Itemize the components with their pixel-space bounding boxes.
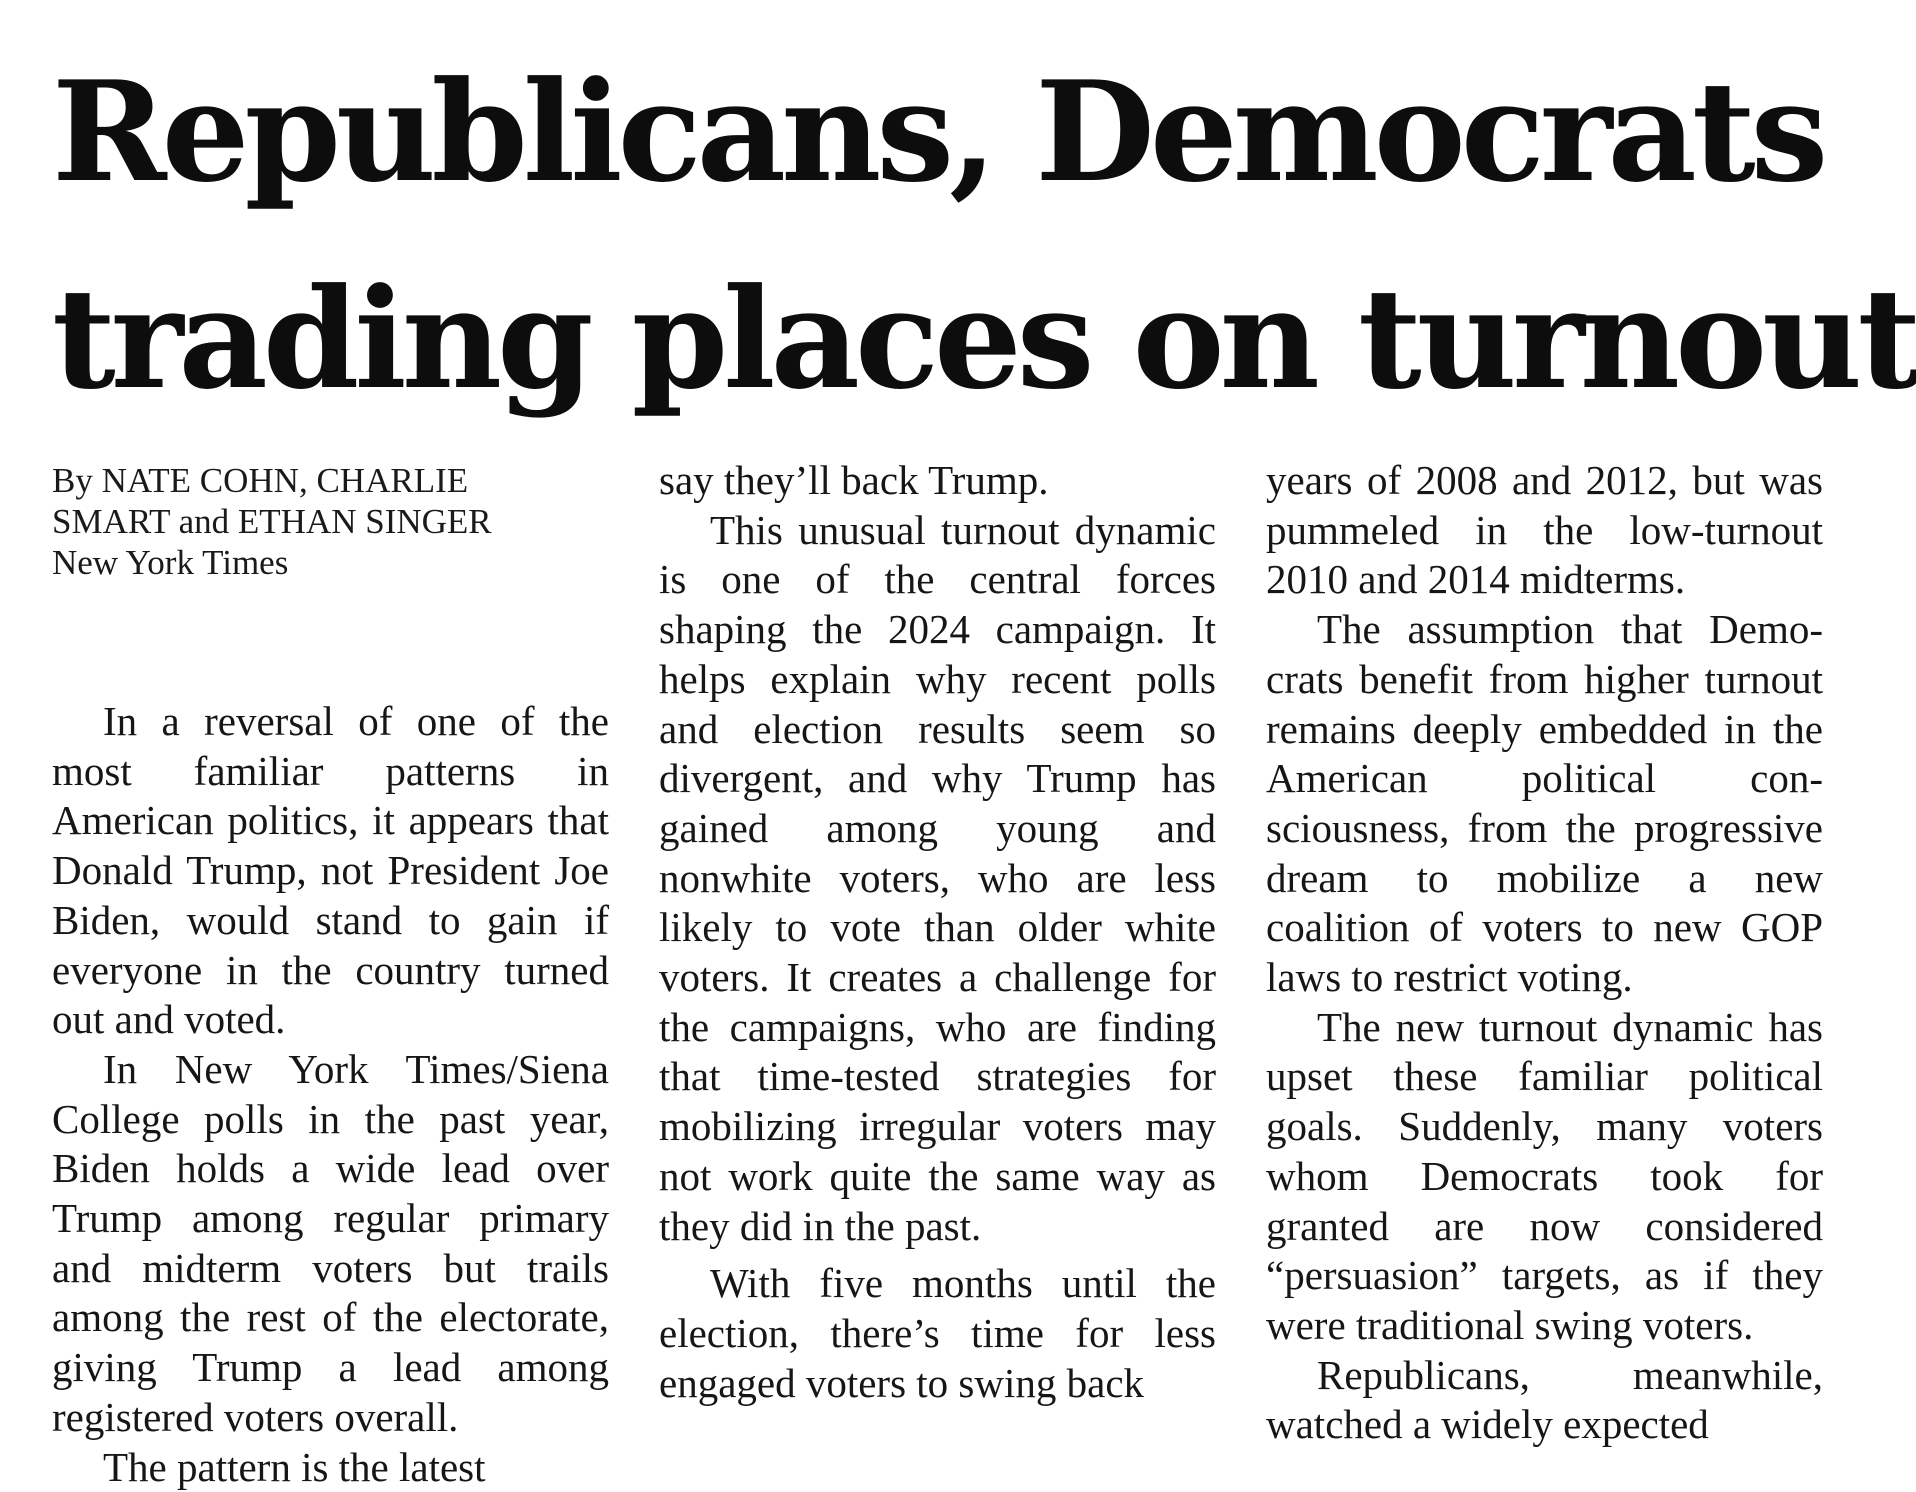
headline [52,28,1916,442]
body-paragraph: The new turnout dynamic has upset these familiar political goals. Suddenly, many voters whom Democrats took for granted are now considered “persuasion” targets, as if they were traditional swing voters. [1266,1003,1823,1348]
byline-authors-line-1: By NATE COHN, CHARLIE [52,461,469,500]
headline-line-1: Republicans, Democrats [52,50,1824,213]
body-paragraph: In New York Times/Siena College polls in the past year, Biden holds a wide lead over Trump among regular primary and midterm voters but trails among the rest of the electorate, giving Trump a lead among registered voters overall. [52,1045,609,1440]
body-paragraph: The pattern is the latest [103,1443,486,1490]
body-paragraph-continued: years of 2008 and 2012, but was pummeled in the low-turnout 2010 and 2014 midterms. [1266,457,1823,603]
body-paragraph: The assumption that Democrats benefit from higher turnout remains deeply embedded in the American political consciousness, from the progressive dream to mobilize a new coalition of voters to new GOP laws to restrict voting. [1266,606,1823,1001]
byline-outlet: New York Times [52,543,289,582]
body-paragraph: With five months until the election, there’s time for less engaged voters to swing back [659,1260,1216,1406]
article-column-2 [659,456,1216,1408]
body-paragraph: This unusual turnout dynamic is one of the central forces shaping the 2024 campaign. It helps explain why recent polls and election results seem so divergent, and why Trump has gained among young and nonwhite voters, who are less likely to vote than older white voters. It creates a challenge for the campaigns, who are finding that time-tested strategies for mobilizing irregular voters may not work quite the same way as they did in the past. [659,506,1216,1249]
body-paragraph-continued: say they’ll back Trump. [659,457,1049,503]
byline [52,456,609,583]
body-paragraph: Republicans, meanwhile, watched a widely expected [1266,1351,1823,1448]
article-column-3 [1266,456,1823,1450]
byline-authors-line-2: SMART and ETHAN SINGER [52,502,492,541]
body-paragraph: In a reversal of one of the most familiar patterns in American politics, it appears that Donald Trump, not President Joe Biden, would stand to gain if everyone in the country turned out and voted. [52,698,609,1043]
article-column-1 [52,456,609,1492]
headline-line-2: trading places on turnout [52,257,1916,420]
